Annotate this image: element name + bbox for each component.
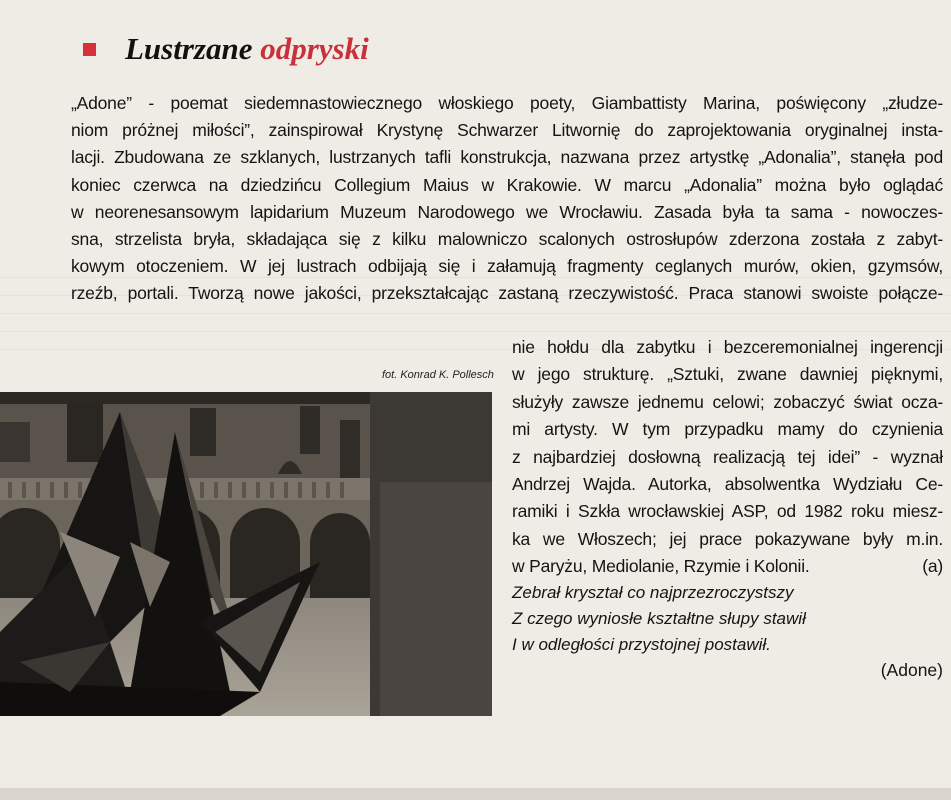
body-line: niom próżnej miłości”, zainspirował Krystynę Schwarzer Litwornię do zaprojektowania oryginalnej insta-: [71, 120, 943, 141]
body-line: „Adone” - poemat siedemnastowiecznego włoskiego poety, Giambattisty Marina, poświęcony „złudze-: [71, 93, 943, 113]
sculpture-photo: [0, 392, 492, 716]
body-line: nie hołdu dla zabytku i bezceremonialnej ingerencji: [512, 337, 943, 357]
body-line: koniec czerwca na dziedzińcu Collegium Maius w Krakowie. W marcu „Adonalia” można było oglądać: [71, 174, 943, 195]
page-bottom-edge: [0, 788, 951, 800]
poem-line: Z czego wyniosłe kształtne słupy stawił: [512, 609, 806, 628]
author-mark: (a): [922, 556, 943, 577]
body-line: ramiki i Szkła wrocławskiej ASP, od 1982 roku miesz-: [512, 501, 943, 522]
title-word-1: Lustrzane: [125, 31, 253, 66]
body-line: służyły zawsze jednemu celowi; zobaczyć świat ocza-: [512, 391, 943, 412]
body-line: ka we Włoszech; jej prace pokazywane były m.in.: [512, 528, 943, 549]
body-line: Andrzej Wajda. Autorka, absolwentka Wydziału Ce-: [512, 473, 943, 494]
body-line: w jego strukturę. „Sztuki, zwane dawniej pięknymi,: [512, 364, 943, 385]
body-line: sna, strzelista bryła, składająca się z kilku malowniczo scalonych ostrosłupów zderzona została z zabyt-: [71, 228, 943, 249]
poem-quote: [512, 580, 943, 658]
body-last-line: [512, 553, 943, 580]
photo-credit: fot. Konrad K. Pollesch: [382, 369, 494, 381]
body-line: rzeźb, portali. Tworzą nowe jakości, przekształcając zastaną rzeczywistość. Praca stanowi swoiste połącze-: [71, 283, 943, 304]
body-line: kowym otoczeniem. W jej lustrach odbijają się i załamują fragmenty ceglanych murów, okien, gzymsów,: [71, 256, 943, 277]
poem-source: (Adone): [880, 660, 943, 680]
poem-line: I w odległości przystojnej postawił.: [512, 635, 771, 654]
body-line: mi artysty. W tym przypadku mamy do czynienia: [512, 419, 943, 440]
body-line: z najbardziej dosłowną realizacją tej idei” - wyznał: [512, 446, 943, 467]
article-title: [125, 30, 369, 68]
article-body: [71, 90, 943, 308]
body-line: w neorenesansowym lapidarium Muzeum Narodowego we Wrocławiu. Zasada była ta sama - nowoczes-: [71, 201, 943, 222]
article-body-continued: [512, 334, 943, 581]
title-bullet: [83, 43, 96, 56]
body-line: lacji. Zbudowana ze szklanych, lustrzanych tafli konstrukcja, nazwana przez artystkę „Adonalia”, stanęła pod: [71, 147, 943, 168]
poem-line: Zebrał kryształ co najprzezroczystszy: [512, 583, 794, 602]
body-line: w Paryżu, Mediolanie, Rzymie i Kolonii.: [512, 556, 810, 577]
title-word-2: odpryski: [260, 31, 369, 66]
